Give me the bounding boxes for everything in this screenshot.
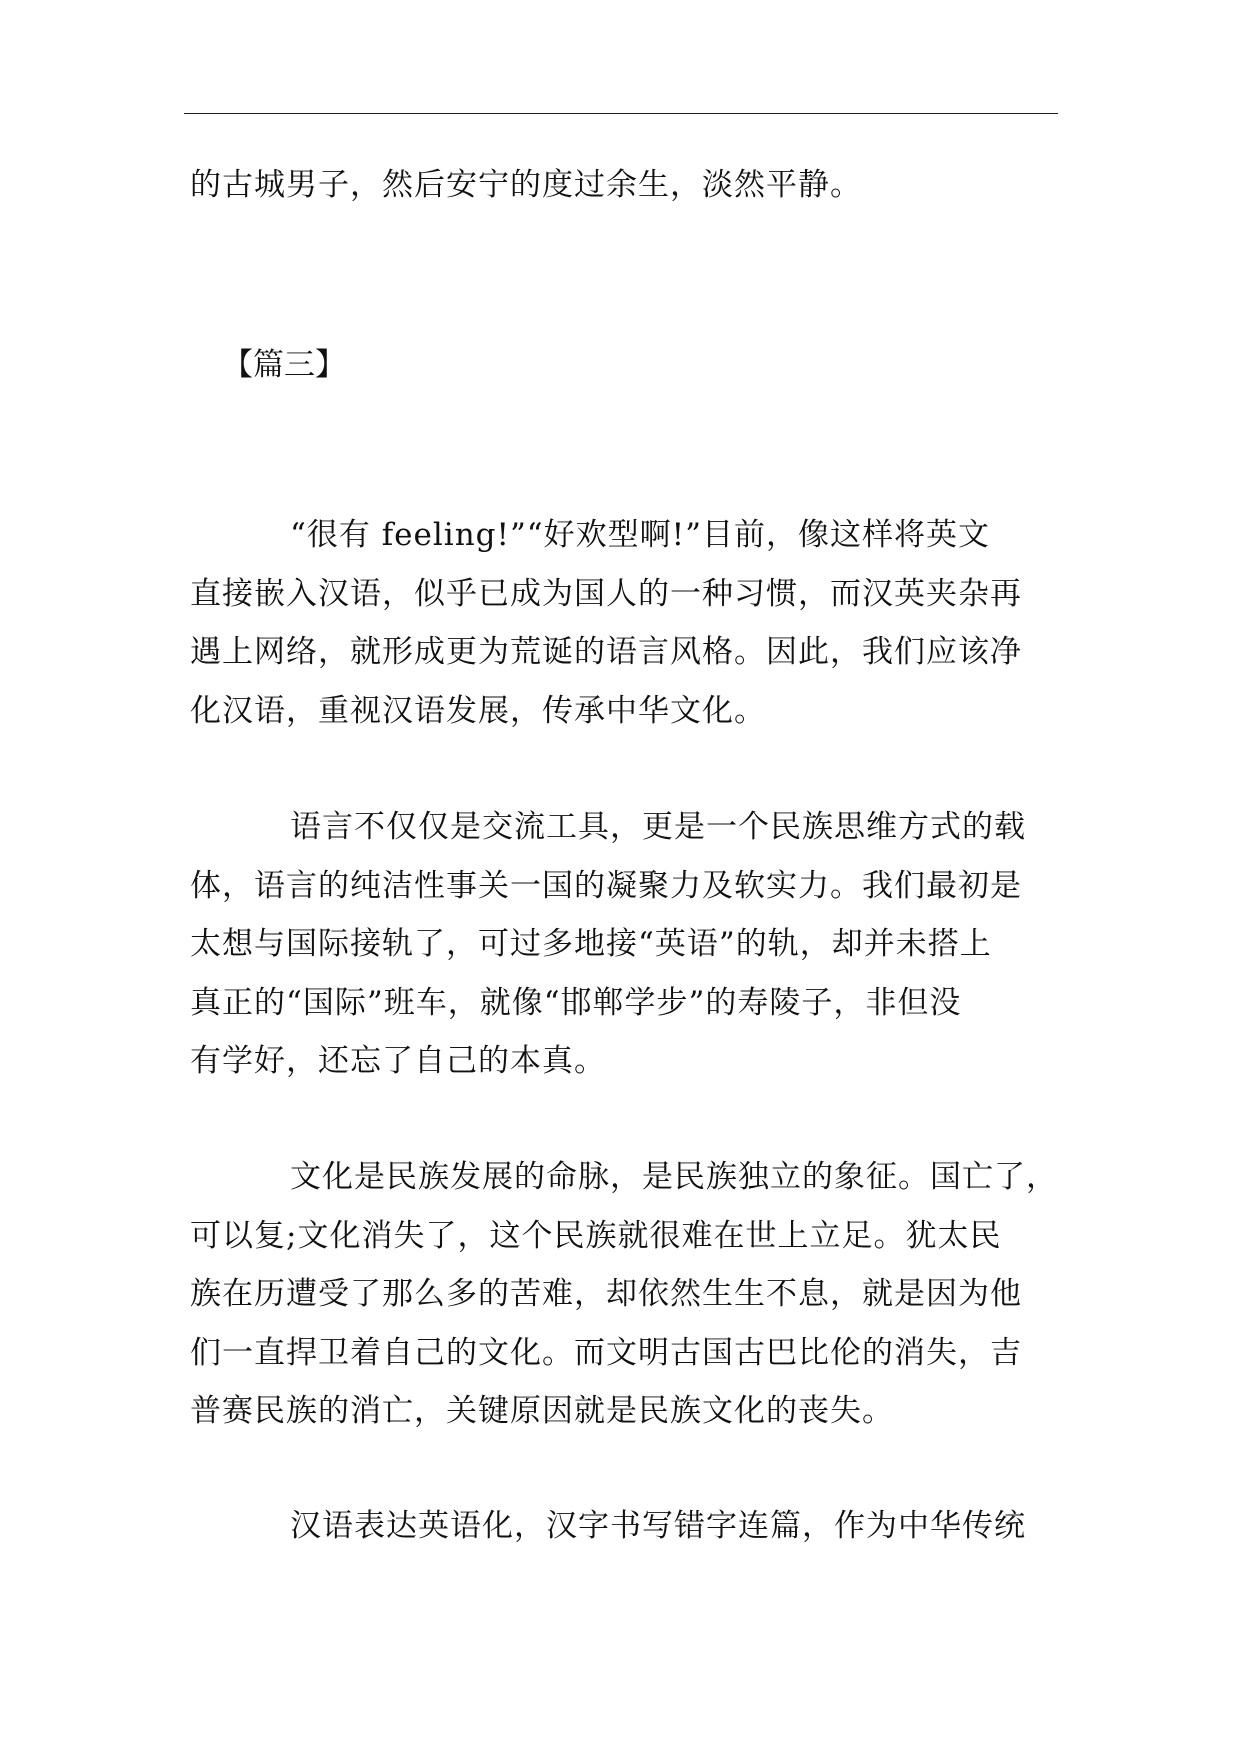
paragraph-line: 汉语表达英语化，汉字书写错字连篇，作为中华传统 [290,1508,1026,1544]
paragraph-line: 太想与国际接轨了，可过多地接“英语”的轨，却并未搭上 [190,926,992,962]
intro-paragraph [190,156,1058,215]
paragraph-line: 语言不仅仅是交流工具，更是一个民族思维方式的载 [290,809,1026,845]
paragraph-line: 体，语言的纯洁性事关一国的凝聚力及软实力。我们最初是 [190,867,1022,904]
paragraph-line: 遇上网络，就形成更为荒诞的语言风格。因此，我们应该净 [190,634,1022,670]
section-heading: 【篇三】 [222,347,346,383]
paragraph-line: 真正的“国际”班车，就像“邯郸学步”的寿陵子，非但没 [190,984,962,1021]
paragraph-line: 可以复;文化消失了，这个民族就很难在世上立足。犹太民 [190,1217,1002,1254]
header-rule [184,113,1058,114]
paragraph-3 [190,1148,1058,1441]
paragraph-4 [190,1497,1058,1556]
paragraph-1 [190,506,1058,740]
paragraph-line: 族在历遭受了那么多的苦难，却依然生生不息，就是因为他 [190,1276,1022,1312]
paragraph-line: 普赛民族的消亡，关键原因就是民族文化的丧失。 [190,1393,894,1429]
paragraph-2 [190,798,1058,1091]
paragraph-line: 直接嵌入汉语，似乎已成为国人的一种习惯，而汉英夹杂再 [190,575,1022,612]
paragraph-line: 有学好，还忘了自己的本真。 [190,1043,606,1079]
paragraph-line: 的古城男子，然后安宁的度过余生，淡然平静。 [190,167,862,203]
paragraph-line: 们一直捍卫着自己的文化。而文明古国古巴比伦的消失，吉 [190,1334,1022,1371]
paragraph-line: 文化是民族发展的命脉，是民族独立的象征。国亡了， [290,1159,1058,1195]
paragraph-line: 化汉语，重视汉语发展，传承中华文化。 [190,692,766,729]
paragraph-line: “很有 feeling!”“好欢型啊!”目前，像这样将英文 [290,517,990,553]
